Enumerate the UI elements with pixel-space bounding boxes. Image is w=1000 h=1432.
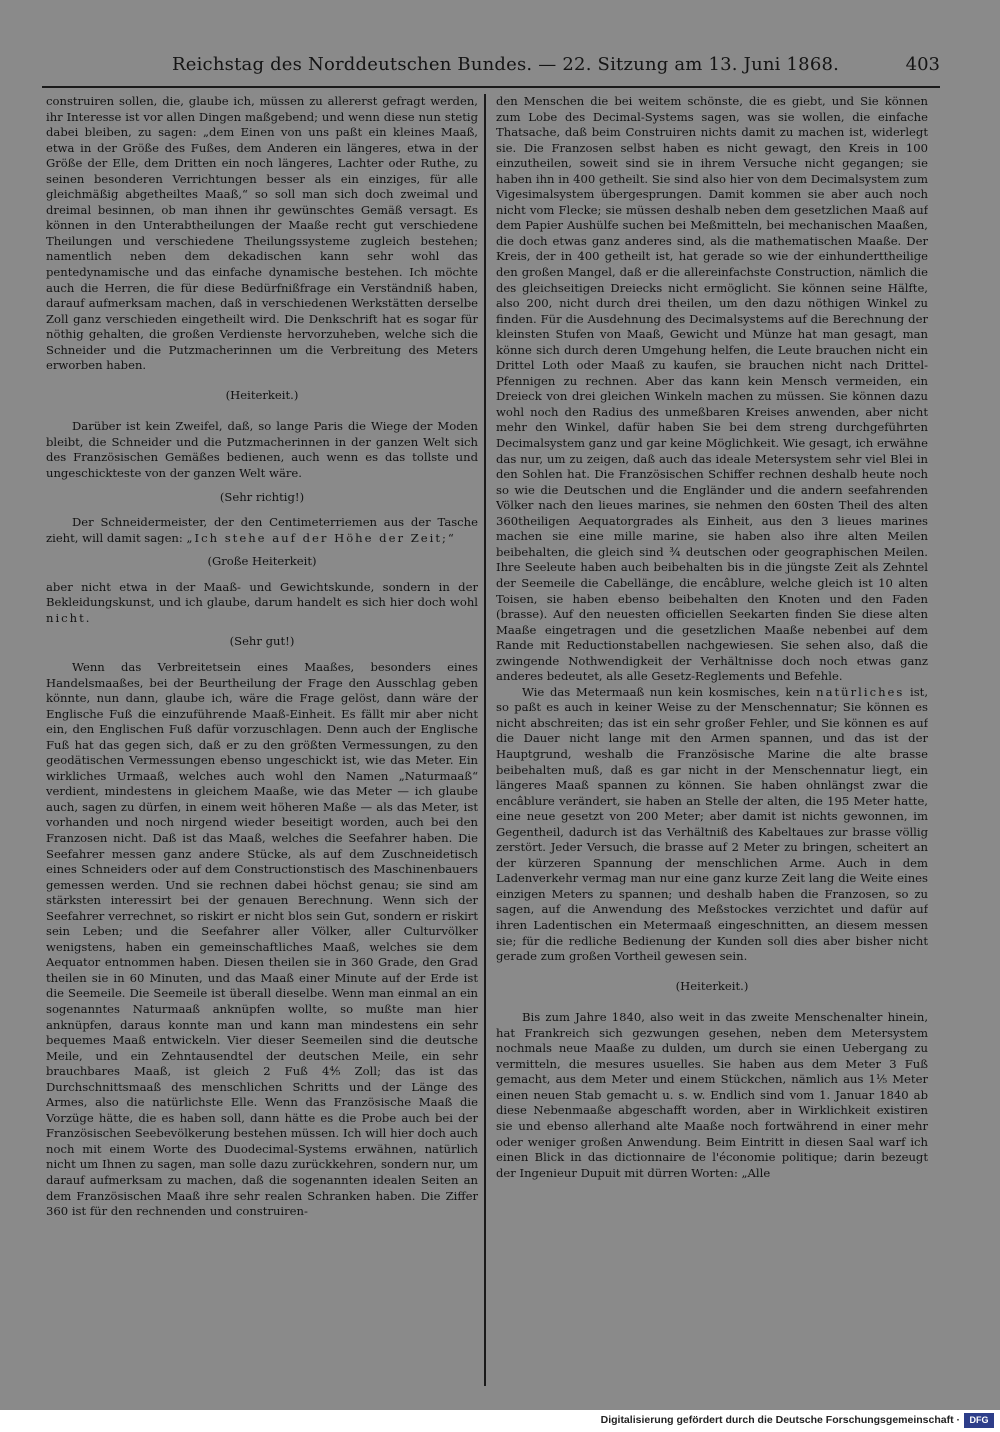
spaced-word: natürliches — [816, 684, 905, 699]
paragraph — [496, 685, 928, 965]
paragraph — [46, 580, 478, 627]
header-title: Reichstag des Norddeutschen Bundes. — 22. Sitzung am 13. Juni 1868. — [172, 54, 840, 75]
funding-credit: Digitalisierung gefördert durch die Deutsche Forschungsgemeinschaft · — [600, 1414, 960, 1426]
paragraph: den Menschen die bei weitem schönste, die es giebt, und Sie können zum Lobe des Decimal-Systems sagen, was sie wollen, die einfache Thatsache, daß beim Construiren nichts damit zu machen ist, widerlegt sie. Die Franzosen selbst haben es nicht gewagt, den Kreis in 100 einzutheilen, soweit sind sie in ihrem Versuche nicht gegangen; sie haben ihn in 400 getheilt. Sie sind also hier von dem Decimalsystem zum Vigesimalsystem übergesprungen. Damit kommen sie aber auch noch nicht vom Flecke; sie müssen deshalb neben dem gesetzlichen Maaß auf dem Papier Aushülfe suchen bei Meßmitteln, bei mechanischen Maaßen, die doch etwas ganz anderes sind, als die mathematischen Maaße. Der Kreis, der in 400 getheilt ist, hat gerade so wie der einhunderttheilige den großen Mangel, daß er die allereinfachste Construction, nämlich die des gleichseitigen Dreiecks nicht ermöglicht. Sie können seine Hälfte, also 200, nicht durch drei theilen, um den dazu nöthigen Winkel zu finden. Für die Ausdehnung des Decimalsystems auf die Berechnung der kleinsten Stufen von Maaß, Gewicht und Münze hat man gesagt, man könne sich durch deren Umgehung helfen, die Leute brauchen nicht ein Drittel Loth oder Maaß zu kaufen, sie brauchen nicht nach Drittel-Pfennigen zu rechnen. Aber das kann kein Mensch vermeiden, ein Dreieck von drei gleichen Winkeln machen zu müssen. Sie können dazu wohl noch den Radius des unmeßbaren Kreises anwenden, aber nicht mehr den Winkel, dafür haben Sie bei dem streng durchgeführten Decimalsystem ganz und gar keine Möglichkeit. Wie gesagt, ich erwähne das nur, um zu zeigen, daß auch das ideale Metersystem sehr viel Blei in den Sohlen hat. Die Französischen Schiffer rechnen deshalb heute noch so wie die Deutschen und die Engländer und die andern seefahrenden Völker nach den lieues marines, sie nehmen den 60sten Theil des alten 360theiligen Aequatorgrades als Einheit, aus den 3 lieues marines machen sie eine mille marine, sie haben also ihre alten Meilen beibehalten, die gleich sind ³⁄₄ deutschen oder geographischen Meilen. Ihre Seeleute haben auch beibehalten bis in die jüngste Zeit als Zehntel der Seemeile die Cabellänge, die encâblure, welche gleich ist 10 alten Toisen, sie haben ebenso beibehalten den Knoten und den Faden (brasse). Auf den neuesten officiellen Seekarten finden Sie diese alten Maaße eingetragen und die gesetzlichen Maaße nebenbei auf dem Rande mit Reductionstabellen nachgewiesen. Sie sehen also, daß die zwingende Nothwendigkeit der Verhältnisse doch noch etwas ganz anderes bedeutet, als alle Gesetz-Reglements und Befehle. — [496, 94, 928, 684]
page-number: 403 — [905, 54, 940, 75]
left-column — [46, 94, 478, 1386]
paragraph: Bis zum Jahre 1840, also weit in das zweite Menschenalter hinein, hat Frankreich sich gezwungen gesehen, neben dem Metersystem nochmals neue Maaße zu dulden, um durch sie einen Uebergang zu vermitteln, die mesures usuelles. Sie haben aus dem Meter 3 Fuß gemacht, aus dem Meter und einem Stückchen, nämlich aus 1¹⁄₅ Meter einen neuen Stab gemacht u. s. w. Endlich sind vom 1. Januar 1840 ab diese Nebenmaaße abgeschafft worden, aber in Wirklichkeit existiren sie und ebenso allerhand alte Maaße noch fortwährend in einer mehr oder weniger großen Anwendung. Beim Eintritt in diesen Saal warf ich einen Blick in das dictionnaire de l'économie politique; darin bezeugt der Ingenieur Dupuit mit dürren Worten: „Alle — [496, 1010, 928, 1180]
remark: (Heiterkeit.) — [225, 387, 299, 402]
paragraph: construiren sollen, die, glaube ich, müssen zu allererst gefragt werden, ihr Interesse ist vor allen Dingen maßgebend; und wenn diese nun stetig dabei bleiben, zu sagen: „dem Einen von uns paßt ein kleines Maaß, etwa in der Größe des Fußes, dem Anderen ein längeres, etwa in der Größe der Elle, dem Dritten ein noch längeres, Lachter oder Ruthe, zu seinen besonderen Verrichtungen besser als ein einziges, für alle gleichmäßig abgetheiltes Maaß,“ so soll man sich doch zweimal und dreimal besinnen, ob man ihnen ihr gewünschtes Gemäß versagt. Es können in den Unterabtheilungen der Maaße recht gut verschiedene Theilungen und verschiedene Theilungssysteme zugleich bestehen; namentlich neben dem dekadischen kann sehr wohl das pentedynamische und das einfache dynamische bestehen. Ich möchte auch die Herren, die für diese Bedürfnißfrage ein Verständniß haben, darauf aufmerksam machen, daß in verschiedenen Werkstätten derselbe Zoll ganz verschieden eingetheilt wird. Die Denkschrift hat es sogar für nöthig gehalten, die großen Verdienste hervorzuheben, welche sich die Schneider und die Putzmacherinnen um die Verbreitung des Meters erworben haben. — [46, 94, 478, 373]
remark: (Große Heiterkeit) — [207, 554, 317, 569]
remark: (Sehr richtig!) — [219, 489, 305, 504]
paragraph-text: Wie das Metermaaß nun kein kosmisches, kein — [522, 684, 817, 699]
remark: (Sehr gut!) — [229, 634, 295, 649]
paragraph-text: Der Schneidermeister, der den Centimeterriemen aus der Tasche zieht, will damit sagen: — [46, 515, 478, 545]
paragraph: Wenn das Verbreitetsein eines Maaßes, besonders eines Handelsmaaßes, bei der Beurtheilung der Frage den Ausschlag geben könnte, nun dann, glaube ich, wäre die Frage gelöst, dann wäre der Englische Fuß die einzuführende Maaß-Einheit. Es fällt mir aber nicht ein, den Englischen Fuß dafür vorzuschlagen. Denn auch der Englische Fuß hat das gegen sich, daß er zu den größten Vermessungen, zu den geodätischen Vermessungen ebenso ungeschickt ist, wie das Meter. Ein wirkliches Urmaaß, welches auch wohl den Namen „Naturmaaß“ verdient, mindestens in gleichem Maaße, wie das Meter — ich glaube auch, sagen zu dürfen, in einem weit höheren Maße — als das Meter, ist vorhanden und noch nirgend wieder beseitigt worden, auch bei den Franzosen nicht. Daß ist das Maaß, welches die Seefahrer haben. Die Seefahrer messen ganz andere Stücke, als auf dem Zuschneidetisch eines Schneiders oder auf dem Constructionstisch des Maschinenbauers gemessen werden. Und sie rechnen dabei höchst genau; sie sind am stärksten interessirt bei der genauen Berechnung. Wenn sich der Seefahrer verrechnet, so riskirt er nicht blos sein Gut, sondern er riskirt sein Leben; und die Seefahrer aller Völker, aller Culturvölker wenigstens, haben ein gemeinschaftliches Maaß, welches sie dem Aequator entnommen haben. Diesen theilen sie in 360 Grade, den Grad theilen sie in 60 Minuten, und das Maaß einer Minute auf der Erde ist die Seemeile. Die Seemeile ist überall dieselbe. Wenn man einmal an ein sogenanntes Naturmaaß anknüpfen wollte, so mußte man hier anknüpfen, daraus konnte man und kann man mindestens ein sehr bequemes Maaß entwickeln. Vier dieser Seemeilen sind die deutsche Meile, und ein Zehntausendtel der deutschen Meile, ein sehr brauchbares Maaß, ist gleich 2 Fuß 4⁴⁄₅ Zoll; das ist das Durchschnittsmaaß des menschlichen Schritts und der Länge des Armes, also die natürlichste Elle. Wenn das Französische Maaß die Vorzüge hätte, die es haben soll, dann hätte es die Probe auch bei der Französischen Seebevölkerung bestehen müssen. Ich will hier doch auch noch mit einem Worte des Duodecimal-Systems erwähnen, natürlich nicht um Ihnen zu sagen, man solle dazu zurückkehren, sondern nur, um darauf aufmerksam zu machen, daß die sogenannten idealen Seiten an dem Französischen Maaß ihre sehr realen Schranken haben. Die Ziffer 360 ist für den rechnenden und construiren- — [46, 659, 478, 1219]
running-header — [42, 50, 940, 88]
spaced-word: nicht. — [46, 610, 92, 625]
remark: (Heiterkeit.) — [675, 978, 749, 993]
column-divider — [484, 94, 486, 1386]
footer-bar — [0, 1410, 1000, 1432]
paragraph — [46, 515, 478, 546]
paragraph-text: aber nicht etwa in der Maaß- und Gewichtskunde, sondern in der Bekleidungskunst, und ich glaube, darum handelt es sich hier doch wohl — [46, 579, 478, 610]
right-column — [496, 94, 928, 1386]
dfg-logo: DFG — [964, 1413, 994, 1428]
spaced-quote: „Ich stehe auf der Höhe der Zeit;“ — [186, 530, 456, 545]
paragraph: Darüber ist kein Zweifel, daß, so lange Paris die Wiege der Moden bleibt, die Schneider und die Putzmacherinnen in der ganzen Welt sich des Französischen Gemäßes bedienen, auch wenn es das tollste und ungeschickteste von der ganzen Welt wäre. — [46, 419, 478, 481]
paragraph-text: ist, so paßt es auch in keiner Weise zu der Menschennatur; Sie können es nicht abschreiten; das ist ein sehr großer Fehler, und Sie können es auf die Dauer nicht lange mit den Armen spannen, und das ist der Hauptgrund, weshalb die Französische Marine die alte brasse beibehalten muß, daß es gar nicht in der Menschennatur liegt, ein längeres Maaß spannen zu können. Sie haben ohnlängst zwar die encâblure verändert, sie haben an Stelle der alten, die 195 Meter hatte, eine neue gesetzt von 200 Meter; aber damit ist nichts gewonnen, im Gegentheil, dadurch ist das Verhältniß des Kabeltaues zur brasse völlig zerstört. Jeder Versuch, die brasse auf 2 Meter zu bringen, scheitert an der kürzeren Spannung der menschlichen Arme. Auch in dem Ladenverkehr vermag man nur eine ganz kurze Zeit lang die Weite eines einzigen Meters zu spannen; und deshalb haben die Franzosen, so zu sagen, auf die Anwendung des Meßstockes verzichtet und dafür auf ihren Ladentischen ein Metermaaß eingeschnitten, an diesem messen sie; für die redliche Bedienung der Kunden soll dies aber bisher nicht gerade zum großen Vortheil gewesen sein. — [496, 684, 928, 964]
